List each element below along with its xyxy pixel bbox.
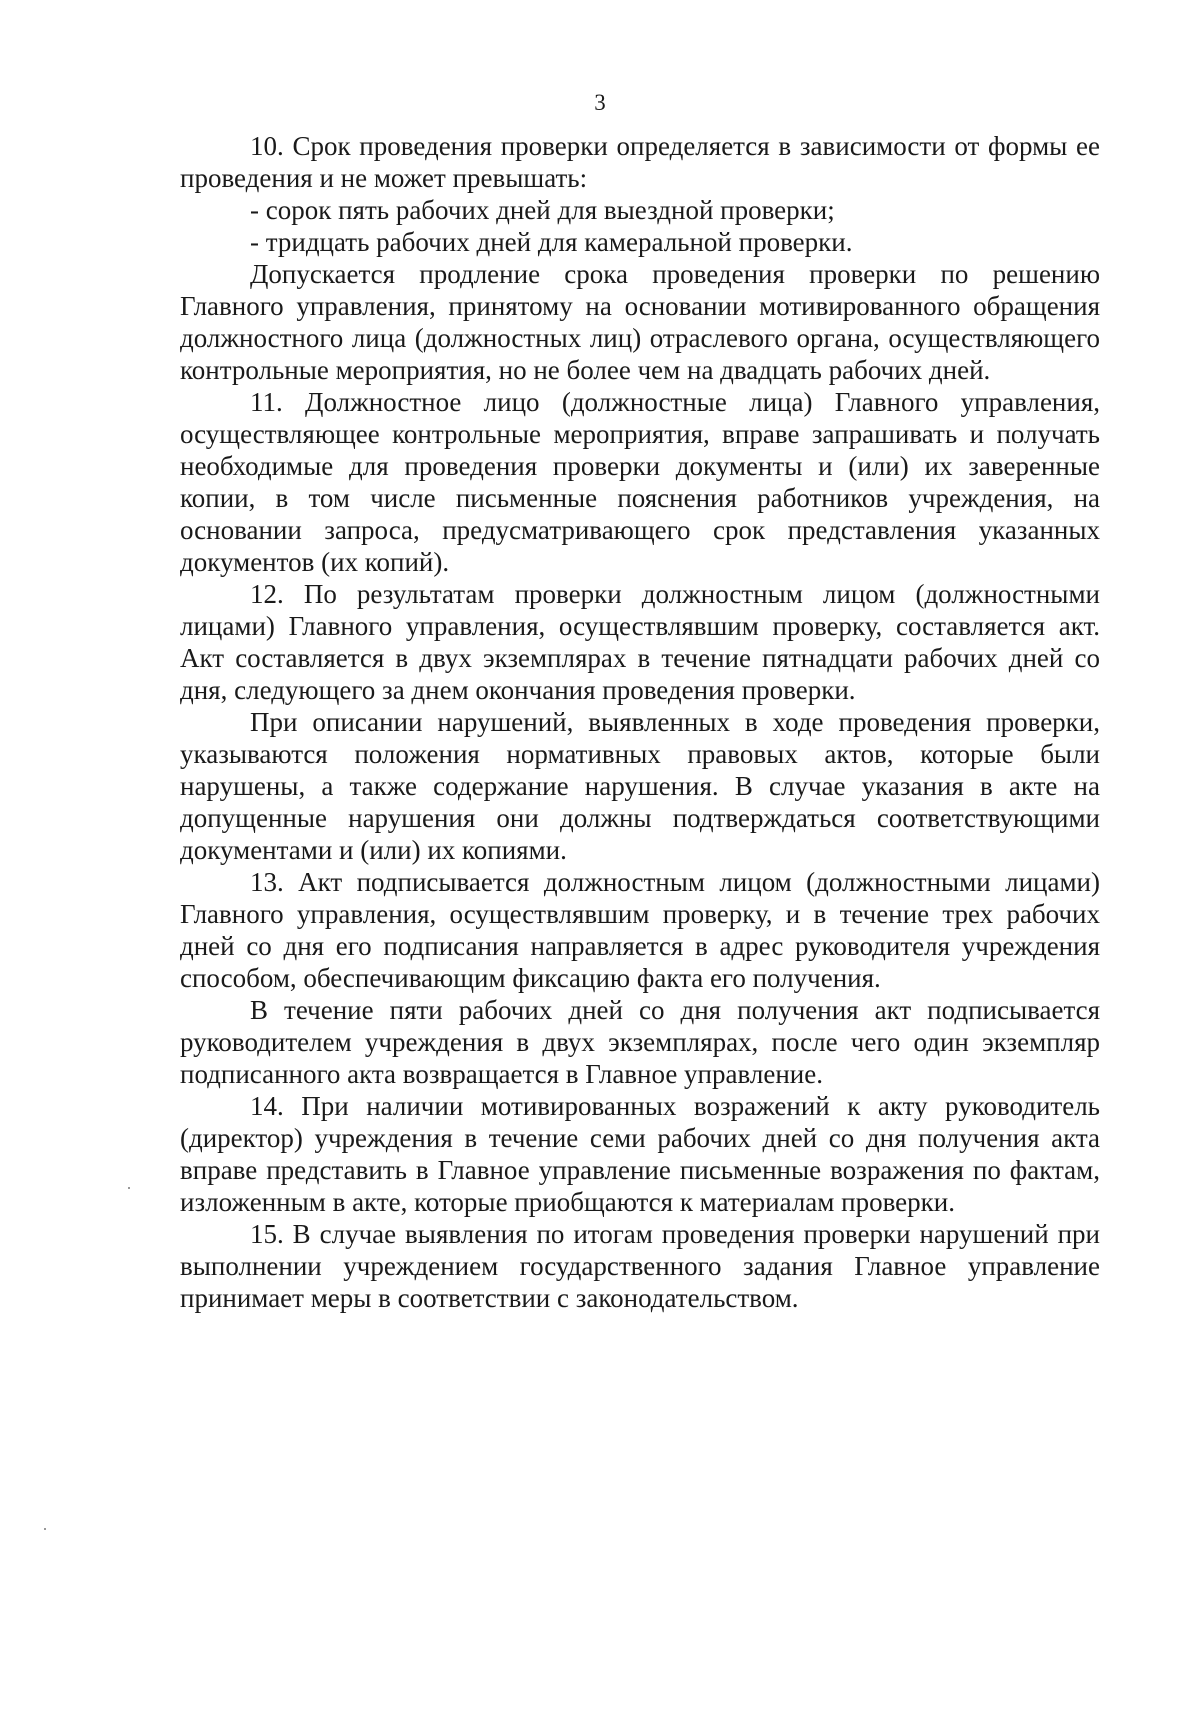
- scan-speck: [128, 1187, 130, 1189]
- list-item-desk-check: - тридцать рабочих дней для камеральной проверки.: [250, 227, 853, 257]
- paragraph-12: 12. По результатам проверки должностным лицом (должностными лицами) Главного управления, осуществлявшим проверку, составляется акт. Акт составляется в двух экземплярах в течение пятнадцати рабочих дней со дня, следующего за днем окончания проведения проверки.: [180, 579, 1100, 705]
- paragraph-13: 13. Акт подписывается должностным лицом (должностными лицами) Главного управления, осуществлявшим проверку, и в течение трех рабочих дней со дня его подписания направляется в адрес руководителя учреждения способом, обеспечивающим фиксацию факта его получения.: [180, 867, 1100, 993]
- paragraph-violations: При описании нарушений, выявленных в ходе проведения проверки, указываются положения нормативных правовых актов, которые были нарушены, а также содержание нарушения. В случае указания в акте на допущенные нарушения они должны подтверждаться соответствующими документами и (или) их копиями.: [180, 707, 1100, 865]
- document-body: [180, 130, 1100, 1314]
- scan-speck: [44, 1528, 46, 1530]
- list-item-field-check: - сорок пять рабочих дней для выездной проверки;: [250, 195, 835, 225]
- paragraph-15: 15. В случае выявления по итогам проведения проверки нарушений при выполнении учреждением государственного задания Главное управление принимает меры в соответствии с законодательством.: [180, 1219, 1100, 1313]
- page-number: 3: [594, 90, 606, 115]
- paragraph-extension: Допускается продление срока проведения проверки по решению Главного управления, принятому на основании мотивированного обращения должностного лица (должностных лиц) отраслевого органа, осуществляющего контрольные мероприятия, но не более чем на двадцать рабочих дней.: [180, 259, 1100, 385]
- paragraph-10: 10. Срок проведения проверки определяется в зависимости от формы ее проведения и не может превышать:: [180, 131, 1100, 193]
- paragraph-signing: В течение пяти рабочих дней со дня получения акт подписывается руководителем учреждения в двух экземплярах, после чего один экземпляр подписанного акта возвращается в Главное управление.: [180, 995, 1100, 1089]
- paragraph-14: 14. При наличии мотивированных возражений к акту руководитель (директор) учреждения в течение семи рабочих дней со дня получения акта вправе представить в Главное управление письменные возражения по фактам, изложенным в акте, которые приобщаются к материалам проверки.: [180, 1091, 1100, 1217]
- paragraph-11: 11. Должностное лицо (должностные лица) Главного управления, осуществляющее контрольные мероприятия, вправе запрашивать и получать необходимые для проведения проверки документы и (или) их заверенные копии, в том числе письменные пояснения работников учреждения, на основании запроса, предусматривающего срок представления указанных документов (их копий).: [180, 387, 1100, 577]
